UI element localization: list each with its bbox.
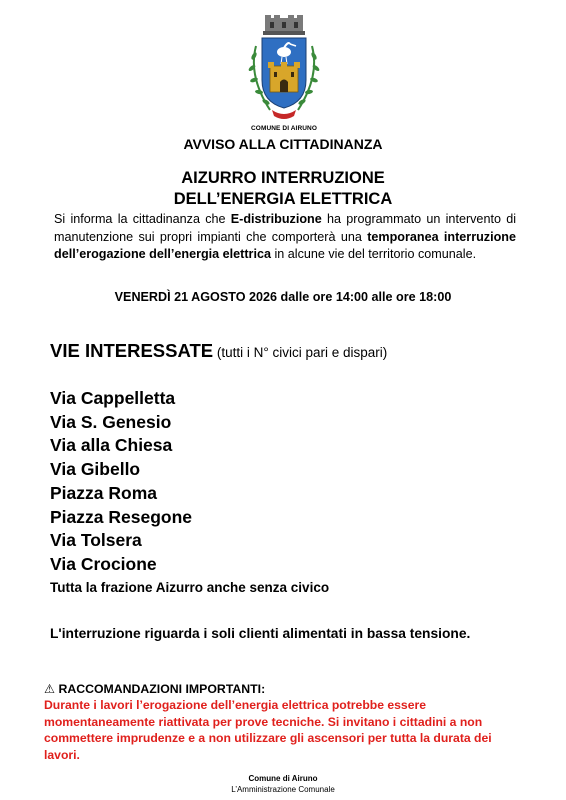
- warning-icon: ⚠: [44, 682, 56, 696]
- street-item: Via Tolsera: [50, 530, 142, 551]
- intro-paragraph: [54, 211, 516, 264]
- street-item: Via Cappelletta: [50, 388, 176, 408]
- recommendations-heading: [44, 682, 265, 696]
- street-item: Via Crocione: [50, 553, 157, 574]
- outage-date: VENERDÌ 21 AGOSTO 2026 dalle ore 14:00 alle ore 18:00: [114, 290, 452, 304]
- footer-municipality: Comune di Airuno: [248, 774, 318, 783]
- streets-heading-title: VIE INTERESSATE: [50, 340, 214, 361]
- notice-title: [0, 168, 566, 210]
- crest-caption: COMUNE DI AIRUNO: [251, 125, 317, 132]
- footer-administration: L’Amministrazione Comunale: [231, 785, 335, 794]
- frazione-note: Tutta la frazione Aizurro anche senza civico: [50, 580, 330, 595]
- street-item: Piazza Roma: [50, 482, 157, 503]
- coat-of-arms-icon: [244, 14, 324, 128]
- notice-heading: AVVISO ALLA CITTADINANZA: [183, 136, 383, 152]
- recommendations-title: RACCOMANDAZIONI IMPORTANTI:: [55, 682, 266, 696]
- street-item: Via S. Genesio: [50, 411, 172, 432]
- recommendations-text: Durante i lavori l’erogazione dell’energia elettrica potrebbe essere momentaneamente riattivata per prove tecniche. Si invitano i cittadini a non commettere imprudenze e a non utilizzare gli ascensori per tutta la durata dei lavori.: [44, 698, 492, 763]
- streets-heading: [50, 340, 530, 362]
- coat-of-arms: [244, 14, 324, 136]
- title-line-2: DELL’ENERGIA ELETTRICA: [173, 190, 393, 208]
- intro-company: E-distribuzione: [230, 212, 322, 226]
- intro-bold-phrase: temporanea interruzione dell’erogazione dell’energia elettrica: [54, 229, 516, 262]
- intro-text-3: in alcune vie del territorio comunale.: [270, 247, 477, 262]
- intro-text-1: Si informa la cittadinanza che: [54, 212, 231, 226]
- street-list: [50, 387, 192, 577]
- interruption-note: L'interruzione riguarda i soli clienti alimentati in bassa tensione.: [50, 626, 471, 641]
- streets-heading-note: (tutti i N° civici pari e dispari): [213, 345, 388, 360]
- intro-text-2: ha programmato un intervento di manutenzione sui propri impianti che comporterà una: [54, 212, 516, 244]
- street-item: Via Gibello: [50, 459, 141, 480]
- street-item: Via alla Chiesa: [50, 435, 173, 456]
- street-item: Piazza Resegone: [50, 506, 192, 527]
- title-line-1: AIZURRO INTERRUZIONE: [181, 169, 385, 187]
